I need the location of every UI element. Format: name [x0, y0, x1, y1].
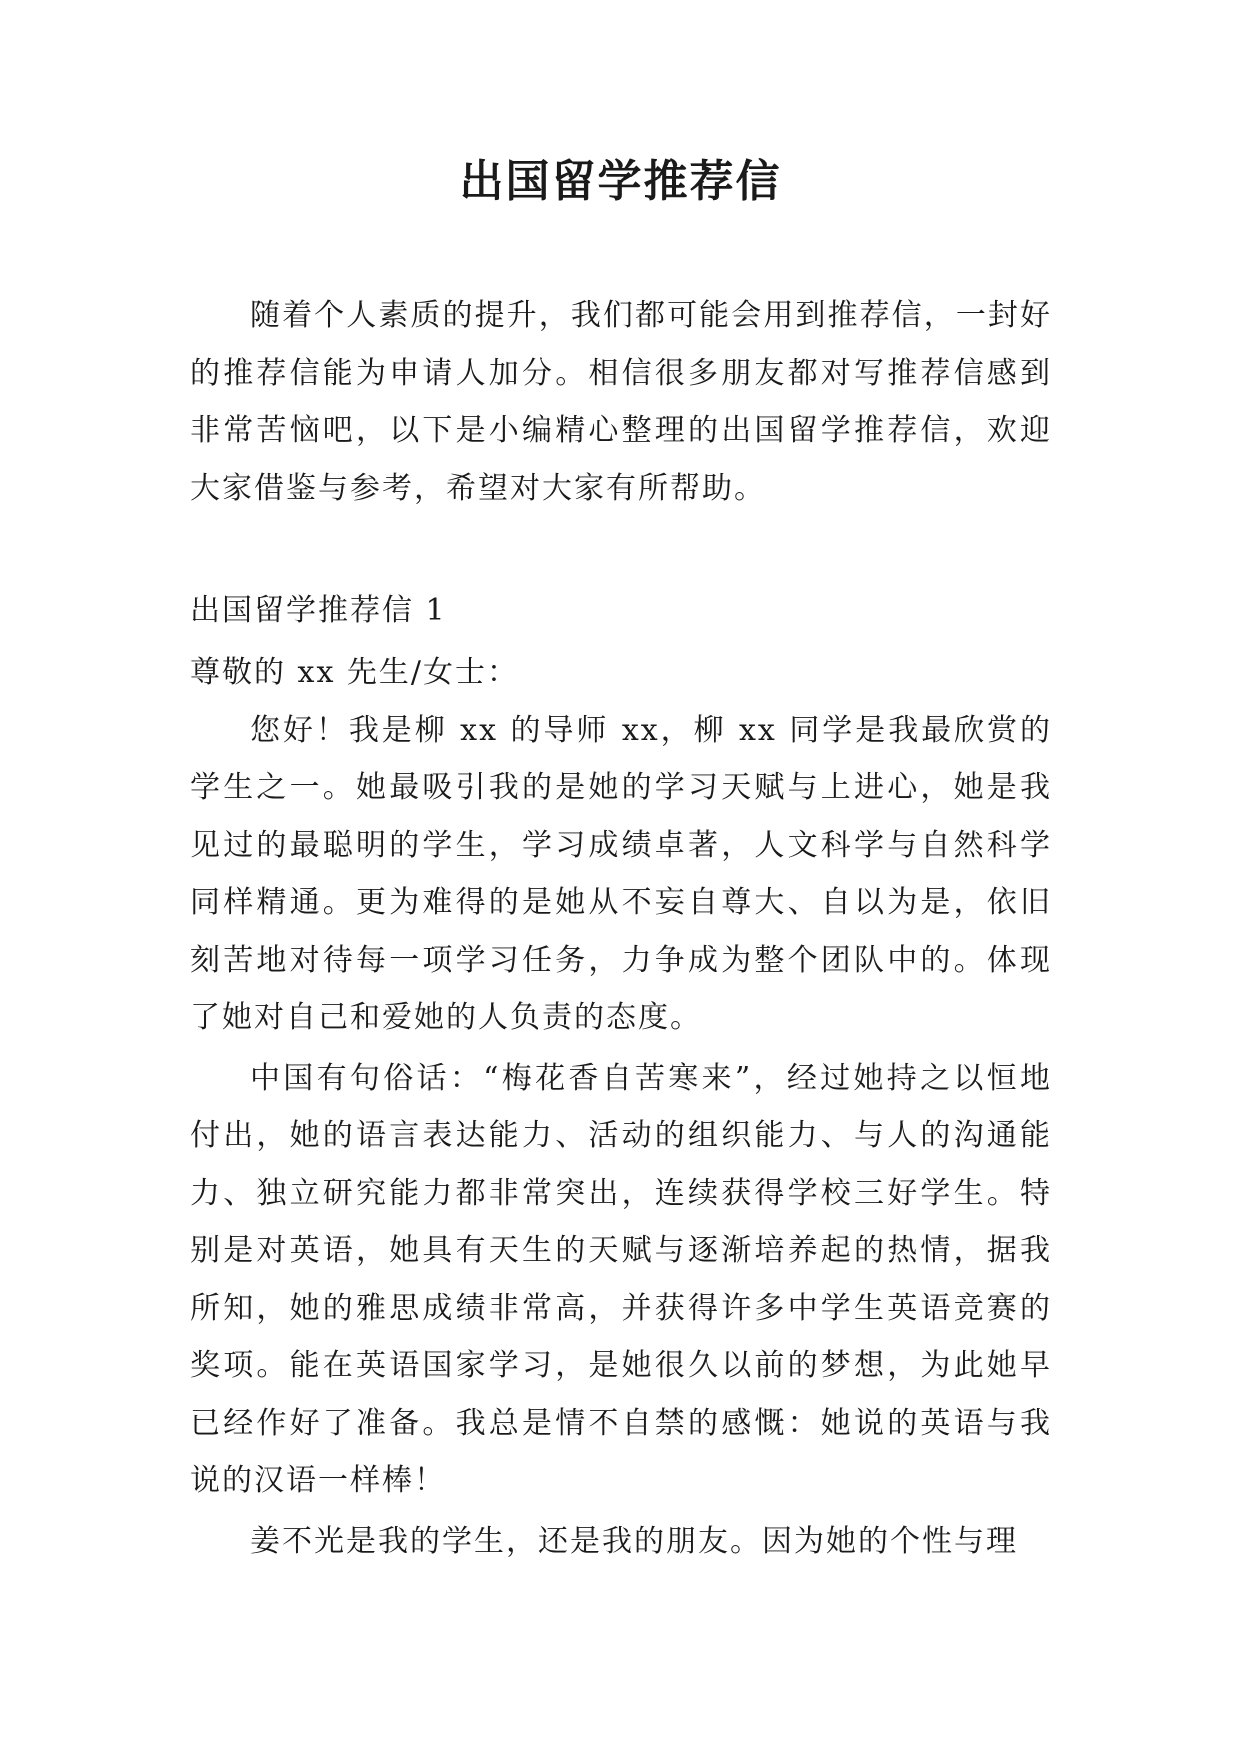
intro-paragraph: 随着个人素质的提升，我们都可能会用到推荐信，一封好的推荐信能为申请人加分。相信很多朋友都对写推荐信感到非常苦恼吧，以下是小编精心整理的出国留学推荐信，欢迎大家借鉴与参考，希望对大家有所帮助。	[190, 298, 1052, 506]
letter-paragraph: 您好！我是柳 xx 的导师 xx，柳 xx 同学是我最欣赏的学生之一。她最吸引我的是她的学习天赋与上进心，她是我见过的最聪明的学生，学习成绩卓著，人文科学与自然科学同样精通。更为难得的是她从不妄自尊大、自以为是，依旧刻苦地对待每一项学习任务，力争成为整个团队中的。体现了她对自己和爱她的人负责的态度。	[190, 712, 1052, 1035]
intro-section	[190, 287, 1052, 517]
letter-paragraph: 中国有句俗话：“梅花香自苦寒来”，经过她持之以恒地付出，她的语言表达能力、活动的组织能力、与人的沟通能力、独立研究能力都非常突出，连续获得学校三好学生。特别是对英语，她具有天生的天赋与逐渐培养起的热情，据我所知，她的雅思成绩非常高，并获得许多中学生英语竞赛的奖项。能在英语国家学习，是她很久以前的梦想，为此她早已经作好了准备。我总是情不自禁的感慨：她说的英语与我说的汉语一样棒！	[190, 1060, 1052, 1498]
document-title: 出国留学推荐信	[459, 156, 782, 207]
letter-paragraph: 姜不光是我的学生，还是我的朋友。因为她的个性与理	[250, 1523, 1018, 1559]
salutation: 尊敬的 xx 先生/女士：	[190, 655, 520, 690]
letter-body	[190, 644, 1052, 1570]
section-heading: 出国留学推荐信 1	[190, 593, 447, 628]
